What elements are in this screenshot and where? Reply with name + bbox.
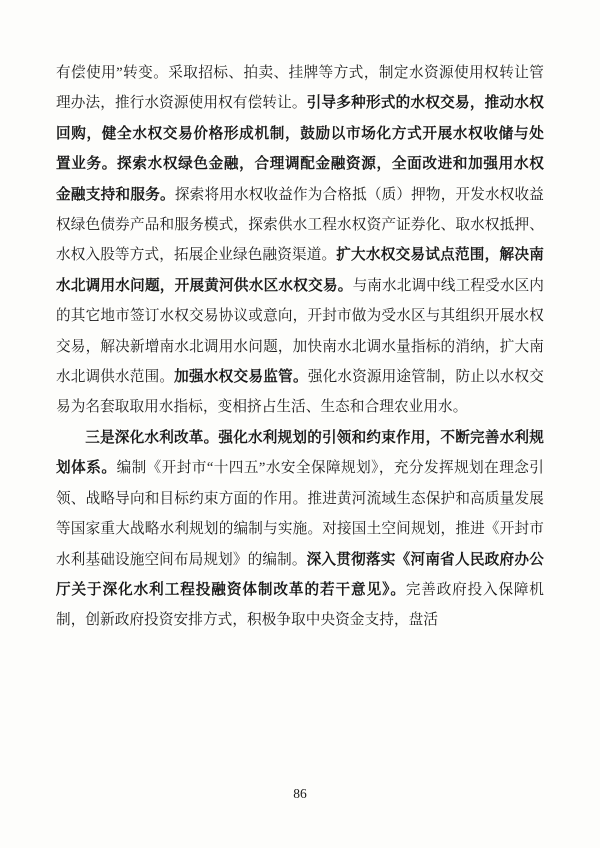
text-run: 探索将用水权收益作为合格抵（质）押物，开发水权收益权绿色债券产品和服务模式，探索供水工程水权资产证券化、取水权抵押、水权入股等方式，拓展企业绿色融资渠道。	[56, 186, 544, 264]
text-run-bold: 深入贯彻落实《河南省人民政府办公厅关于深化水利工程投融资体制改革的若干意见》。	[56, 551, 544, 598]
text-run-bold: 引导多种形式的水权交易，推动水权回购，健全水权交易价格形成机制，鼓励以市场化方式开展水权收储与处置业务。探索水权绿色金融，合理调配金融资源，全面改进和加强用水权金融支持和服务。	[56, 95, 544, 203]
paragraph	[56, 58, 544, 423]
text-run-bold: 三是深化水利改革。强化水利规划的引领和约束作用，不断完善水利规划体系。	[56, 429, 544, 477]
text-run: 有偿使用”转变。采取招标、拍卖、挂牌等方式，制定水资源使用权转让管理办法，推行水资源使用权有偿转让。	[56, 65, 544, 112]
text-run-bold: 加强水权交易监管。	[174, 369, 308, 386]
text-run-bold: 扩大水权交易试点范围，解决南水北调用水问题，开展黄河供水区水权交易。	[56, 247, 544, 294]
paragraph	[56, 423, 544, 636]
page-body	[56, 58, 544, 636]
text-run: 完善政府投入保障机制，创新政府投资安排方式，积极争取中央资金支持，盘活	[56, 581, 544, 629]
page-number: 86	[293, 786, 307, 801]
text-run: 强化水资源用途管制，防止以水权交易为名套取取用水指标，变相挤占生活、生态和合理农业用水。	[56, 369, 544, 416]
text-run: 与南水北调中线工程受水区内的其它地市签订水权交易协议或意向，开封市做为受水区与其组织开展水权交易，解决新增南水北调用水问题，加快南水北调水量指标的消纳，扩大南水北调供水范围。	[56, 277, 544, 386]
text-run: 编制《开封市“十四五”水安全保障规划》，充分发挥规划在理念引领、战略导向和目标约束方面的作用。推进黄河流域生态保护和高质量发展等国家重大战略水利规划的编制与实施。对接国土空间规划，推进《开封市水利基础设施空间布局规划》的编制。	[56, 460, 544, 568]
